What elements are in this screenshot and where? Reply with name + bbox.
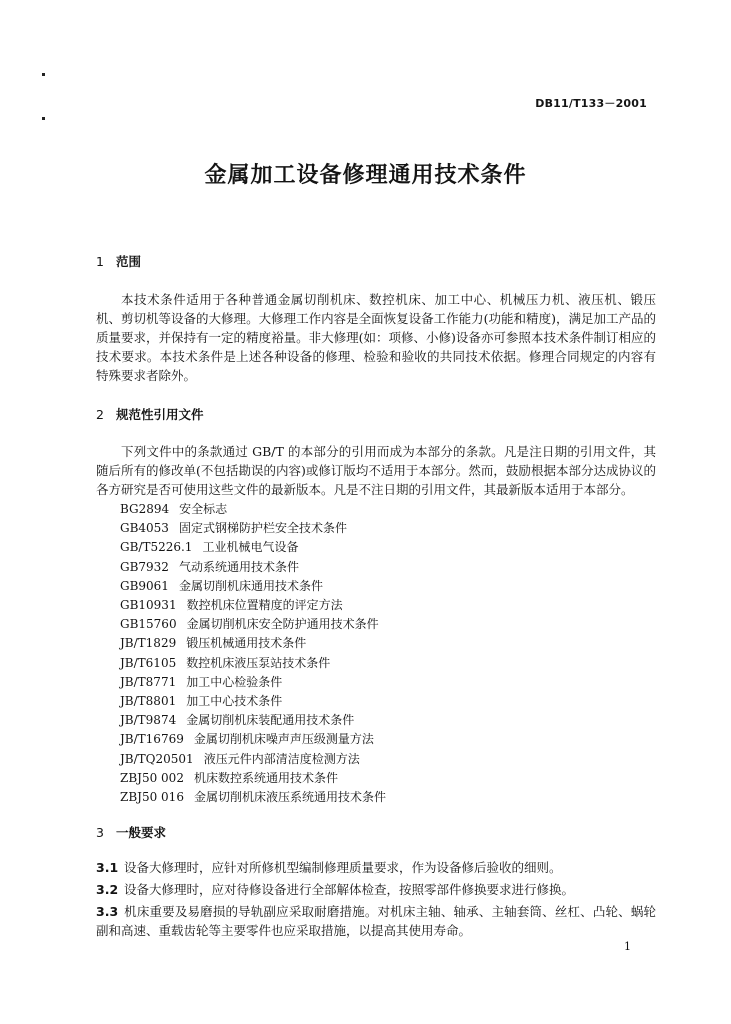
reference-item xyxy=(120,519,386,538)
page-number: 1 xyxy=(624,940,631,953)
item-number: 3.3 xyxy=(96,904,119,919)
reference-title: 数控机床位置精度的评定方法 xyxy=(186,598,343,613)
reference-title: 固定式钢梯防护栏安全技术条件 xyxy=(178,521,347,536)
reference-item xyxy=(120,750,386,769)
scan-mark xyxy=(42,117,45,120)
section-number: 3 xyxy=(96,825,104,840)
reference-item xyxy=(120,654,386,673)
reference-item xyxy=(120,730,386,749)
reference-code: JB/T9874 xyxy=(120,713,177,728)
reference-title: 加工中心检验条件 xyxy=(186,674,283,689)
reference-title: 加工中心技术条件 xyxy=(186,694,283,709)
reference-title: 锻压机械通用技术条件 xyxy=(186,636,307,651)
reference-item xyxy=(120,673,386,692)
reference-code: JB/T8771 xyxy=(120,674,177,689)
general-item xyxy=(96,880,656,899)
reference-item xyxy=(120,596,386,615)
reference-code: ZBJ50 016 xyxy=(120,790,184,805)
item-text: 机床重要及易磨损的导轨副应采取耐磨措施。对机床主轴、轴承、主轴套筒、丝杠、凸轮、蜗轮副和高速、重载齿轮等主要零件也应采取措施，以提高其使用寿命。 xyxy=(96,904,656,938)
reference-code: JB/T16769 xyxy=(120,732,184,747)
reference-title: 安全标志 xyxy=(179,502,228,516)
general-item xyxy=(96,902,656,940)
item-text: 设备大修理时，应针对所修机型编制修理质量要求，作为设备修后验收的细则。 xyxy=(124,860,562,875)
section-number: 2 xyxy=(96,407,104,422)
general-item xyxy=(96,858,656,877)
reference-title: 金属切削机床安全防护通用技术条件 xyxy=(186,617,379,632)
reference-code: JB/T1829 xyxy=(120,636,177,651)
reference-item xyxy=(120,634,386,653)
document-number: DB11/T133－2001 xyxy=(535,97,647,110)
reference-item xyxy=(120,711,386,730)
reference-code: JB/T6105 xyxy=(120,655,177,670)
reference-title: 金属切削机床液压系统通用技术条件 xyxy=(193,790,386,805)
section-title: 规范性引用文件 xyxy=(116,407,204,422)
reference-code: GB/T5226.1 xyxy=(120,540,193,555)
reference-title: 数控机床液压泵站技术条件 xyxy=(186,655,331,670)
item-text: 设备大修理时，应对待修设备进行全部解体检查，按照零部件修换要求进行修换。 xyxy=(124,882,575,897)
reference-item xyxy=(120,538,386,557)
item-number: 3.2 xyxy=(96,882,119,897)
reference-title: 气动系统通用技术条件 xyxy=(178,559,299,574)
reference-code: GB4053 xyxy=(120,521,169,536)
document-title: 金属加工设备修理通用技术条件 xyxy=(204,163,527,188)
reference-item xyxy=(120,769,386,788)
section-title: 一般要求 xyxy=(116,825,167,840)
reference-item xyxy=(120,692,386,711)
reference-code: GB15760 xyxy=(120,617,177,632)
item-number: 3.1 xyxy=(96,860,119,875)
reference-code: GB7932 xyxy=(120,559,169,574)
scope-paragraph: 本技术条件适用于各种普通金属切削机床、数控机床、加工中心、机械压力机、液压机、锻压机、剪切机等设备的大修理。大修理工作内容是全面恢复设备工作能力(功能和精度)，满足加工产品的质量要求，并保持有一定的精度裕量。非大修理(如：项修、小修)设备亦可参照本技术条件制订相应的技术要求。本技术条件是上述各种设备的修理、检验和验收的共同技术依据。修理合同规定的内容有特殊要求者除外。 xyxy=(96,292,656,383)
reference-title: 机床数控系统通用技术条件 xyxy=(193,770,338,785)
reference-code: ZBJ50 002 xyxy=(120,770,184,785)
section-heading-normative-references xyxy=(96,405,204,423)
reference-title: 工业机械电气设备 xyxy=(202,540,299,555)
reference-item xyxy=(120,615,386,634)
reference-list xyxy=(120,500,386,807)
reference-code: GB9061 xyxy=(120,578,169,593)
section-title: 范围 xyxy=(116,254,142,269)
section-heading-scope xyxy=(96,252,141,270)
reference-item xyxy=(120,788,386,807)
reference-code: BG2894 xyxy=(120,502,170,516)
reference-item xyxy=(120,577,386,596)
reference-code: JB/TQ20501 xyxy=(120,751,194,766)
section-number: 1 xyxy=(96,254,104,269)
reference-title: 金属切削机床通用技术条件 xyxy=(178,578,323,593)
reference-title: 金属切削机床装配通用技术条件 xyxy=(186,713,355,728)
section-heading-general-requirements xyxy=(96,823,166,841)
reference-code: GB10931 xyxy=(120,598,177,613)
normative-references-paragraph: 下列文件中的条款通过 GB/T 的本部分的引用而成为本部分的条款。凡是注日期的引用文件，其随后所有的修改单(不包括勘误的内容)或修订版均不适用于本部分。然而，鼓励根据本部分达成协议的各方研究是否可使用这些文件的最新版本。凡是不注日期的引用文件，其最新版本适用于本部分。 xyxy=(96,444,656,497)
reference-title: 液压元件内部清洁度检测方法 xyxy=(203,751,360,766)
scan-mark xyxy=(42,73,45,76)
reference-code: JB/T8801 xyxy=(120,694,177,709)
reference-title: 金属切削机床噪声声压级测量方法 xyxy=(193,732,374,747)
reference-item xyxy=(120,558,386,577)
reference-item xyxy=(120,500,386,519)
